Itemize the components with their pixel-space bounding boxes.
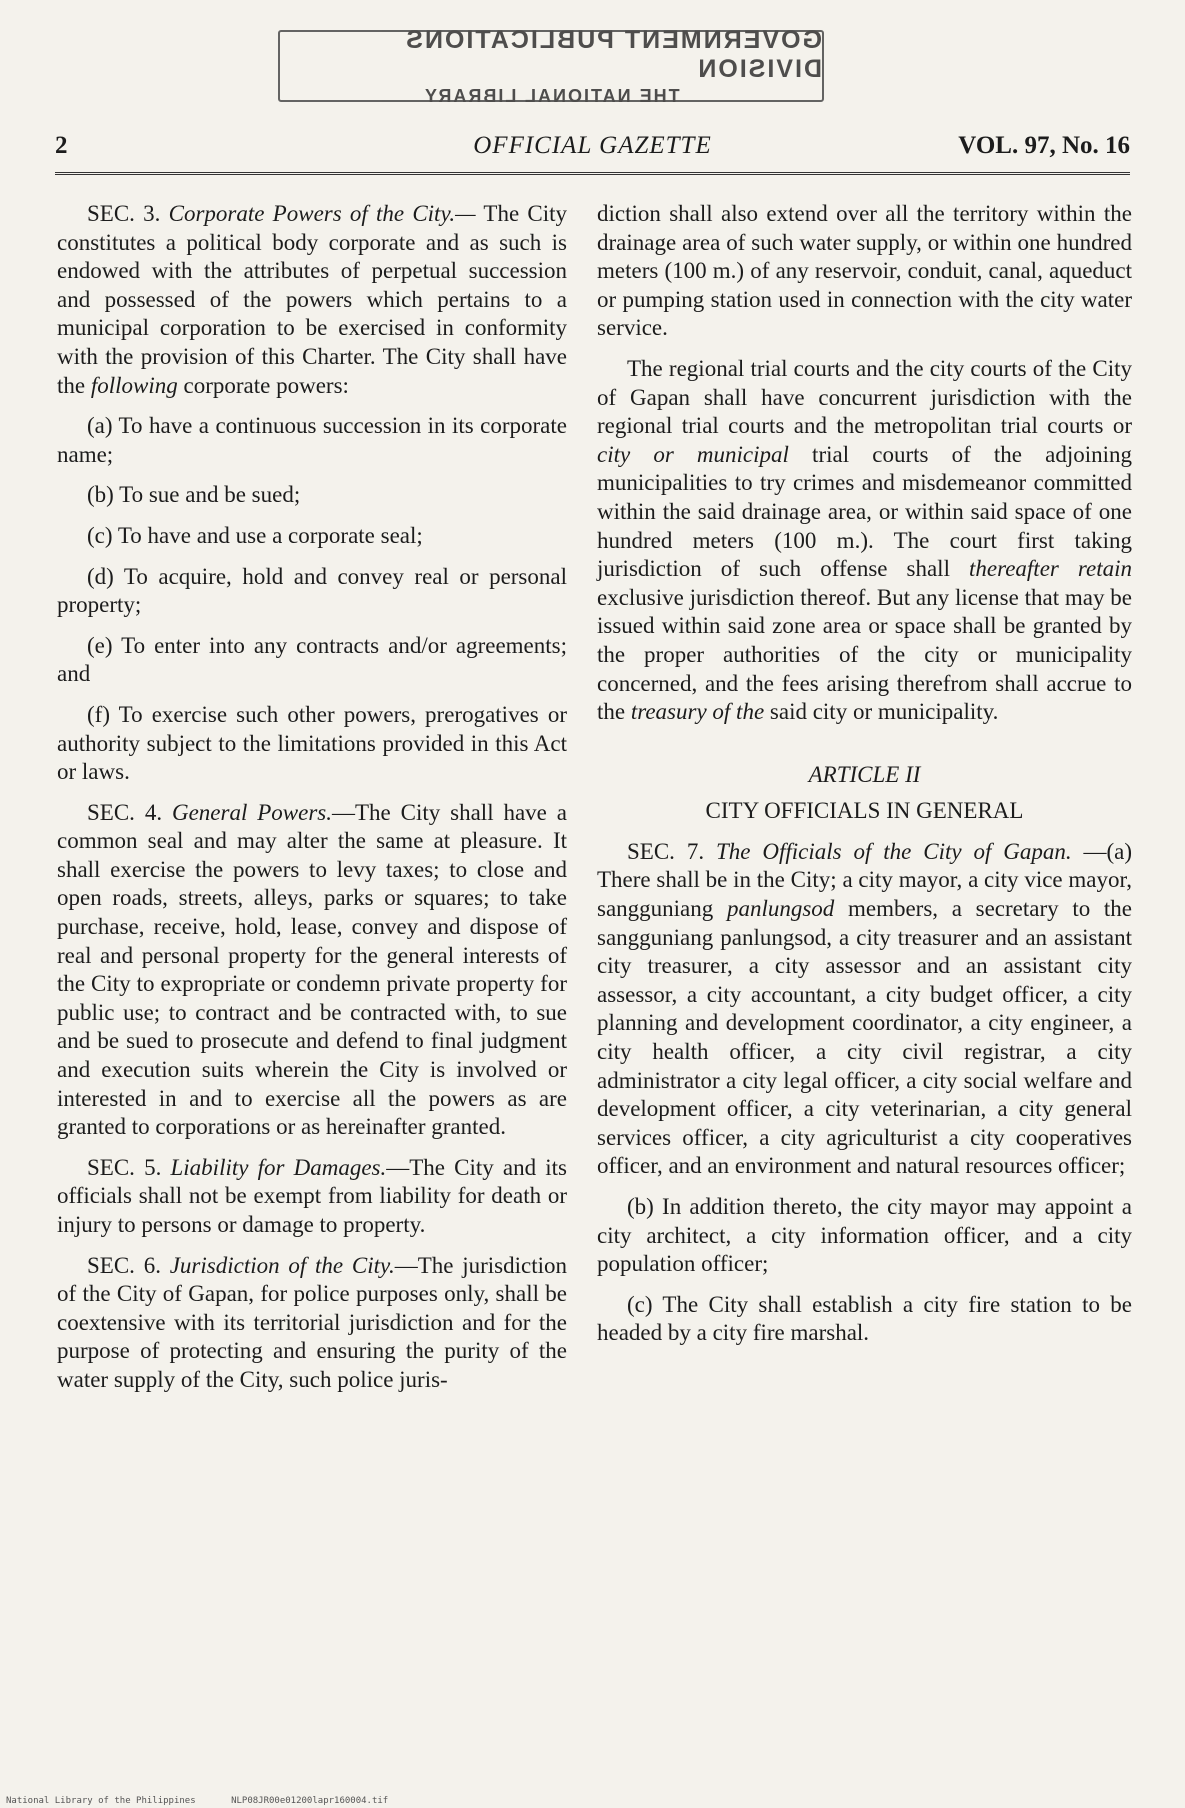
volume-number: VOL. 97, No. 16	[958, 132, 1130, 159]
courts-paragraph	[597, 355, 1132, 727]
power-e: (e) To enter into any contracts and/or agreements; and	[57, 632, 567, 687]
section-4-number: SEC. 4.	[87, 799, 163, 825]
stamp-line-2: THE NATIONAL LIBRARY	[422, 85, 680, 106]
page-number: 2	[55, 132, 68, 159]
section-7-c: (c) The City shall establish a city fire station to be headed by a city fire marshal.	[597, 1291, 1132, 1346]
courts-text-1: The regional trial courts and the city courts of the City of Gapan shall have concurrent jurisdiction with the regional trial courts and the metropolitan trial courts or	[597, 355, 1132, 439]
section-3-number: SEC. 3.	[87, 201, 161, 226]
section-6	[57, 1252, 567, 1395]
footer-library: National Library of the Philippines	[6, 1796, 196, 1806]
stamp-line-1: GOVERNMENT PUBLICATIONS DIVISION	[404, 25, 822, 83]
section-7-number: SEC. 7.	[627, 838, 705, 864]
library-stamp	[278, 25, 824, 106]
courts-text-2: trial courts of the adjoining municipalities to try crimes and misdemeanor committed within the said drainage area, or within said space of one hundred meters (100 m.). The court first taking jurisdiction of such offense shall	[597, 441, 1132, 582]
courts-italic-1: city or municipal	[597, 441, 789, 467]
right-column	[597, 200, 1132, 1360]
journal-title: OFFICIAL GAZETTE	[473, 132, 712, 159]
section-3-body-italic: following	[90, 372, 178, 398]
section-7-a-rest: members, a secretary to the sangguniang panlungsod, a city treasurer and an assistant city treasurer, a city assessor and an assistant city assessor, a city accountant, a city budget officer, a city planning and development coordinator, a city engineer, a city health officer, a city civil registrar, a city administrator a city legal officer, a city social welfare and development officer, a city veterinarian, a city general services officer, a city agriculturist a city cooperatives officer, and an environment and natural resources officer;	[597, 896, 1132, 1179]
courts-italic-3: treasury of the	[630, 699, 765, 725]
article-title: CITY OFFICIALS IN GENERAL	[705, 798, 1024, 824]
section-7-a-text: —(a) There shall be in the City; a city mayor, a city vice mayor, sangguniang	[597, 838, 1133, 922]
section-7	[597, 838, 1132, 1181]
section-3-body: The City constitutes a political body corporate and as such is endowed with the attributes of perpetual succession and possessed of the powers which pertains to a municipal corporation to be exercised in conformity with the provision of this Charter. The City shall have the	[57, 201, 568, 398]
section-3-body-end: corporate powers:	[177, 372, 349, 398]
section-4	[57, 799, 567, 1142]
running-header	[55, 128, 1130, 168]
section-6-body: —The jurisdiction of the City of Gapan, for police purposes only, shall be coextensive with its territorial jurisdiction and for the purpose of protecting and ensuring the purity of the water supply of the City, such police juris-	[57, 1252, 567, 1392]
courts-italic-2: thereafter retain	[969, 556, 1132, 582]
section-5-body: —The City and its officials shall not be exempt from liability for death or injury to persons or damage to property.	[57, 1154, 568, 1237]
footer-filename: NLP08JR00e01200lapr160004.tif	[231, 1796, 389, 1806]
power-f: (f) To exercise such other powers, prerogatives or authority subject to the limitations provided in this Act or laws.	[57, 701, 567, 785]
section-5-title: Liability for Damages.	[170, 1154, 387, 1180]
section-7-a-italic: panlungsod	[726, 896, 835, 922]
section-6-continued: diction shall also extend over all the territory within the drainage area of such water supply, or within one hundred meters (100 m.) of any reservoir, conduit, canal, aqueduct or pumping station used in connection with the city water service.	[597, 201, 1132, 341]
section-5-number: SEC. 5.	[87, 1154, 162, 1180]
scan-footer	[6, 1796, 418, 1806]
article-heading: ARTICLE II	[808, 761, 921, 787]
section-5	[57, 1154, 567, 1240]
section-7-title: The Officials of the City of Gapan.	[715, 838, 1072, 864]
power-c: (c) To have and use a corporate seal;	[87, 522, 423, 548]
section-7-b: (b) In addition thereto, the city mayor may appoint a city architect, a city information officer, and a city population officer;	[597, 1194, 1132, 1277]
courts-text-4: said city or municipality.	[764, 699, 999, 725]
section-6-title: Jurisdiction of the City.	[169, 1252, 395, 1278]
power-b: (b) To sue and be sued;	[87, 482, 301, 508]
section-3-title: Corporate Powers of the City.—	[168, 201, 476, 226]
left-column	[57, 200, 567, 1407]
section-4-title: General Powers.	[171, 799, 332, 825]
courts-text-3: exclusive jurisdiction thereof. But any license that may be issued within said zone area or space shall be granted by the proper authorities of the city or municipality concerned, and the fees arising therefrom shall accrue to the	[597, 584, 1132, 725]
header-rule	[55, 172, 1130, 175]
power-d: (d) To acquire, hold and convey real or personal property;	[57, 563, 567, 618]
section-6-number: SEC. 6.	[87, 1252, 161, 1278]
power-a: (a) To have a continuous succession in its corporate name;	[57, 413, 567, 467]
section-3	[57, 200, 567, 400]
section-4-body: —The City shall have a common seal and may alter the same at pleasure. It shall exercise the powers to levy taxes; to close and open roads, streets, alleys, parks or squares; to take purchase, receive, hold, lease, convey and dispose of real and personal property for the general interests of the City to expropriate or condemn private property for public use; to contract and be contracted with, to sue and be sued to prosecute and defend to final judgment and execution suits wherein the City is involved or interested in and to exercise all the powers as are granted to corporations or as hereinafter granted.	[57, 799, 567, 1140]
